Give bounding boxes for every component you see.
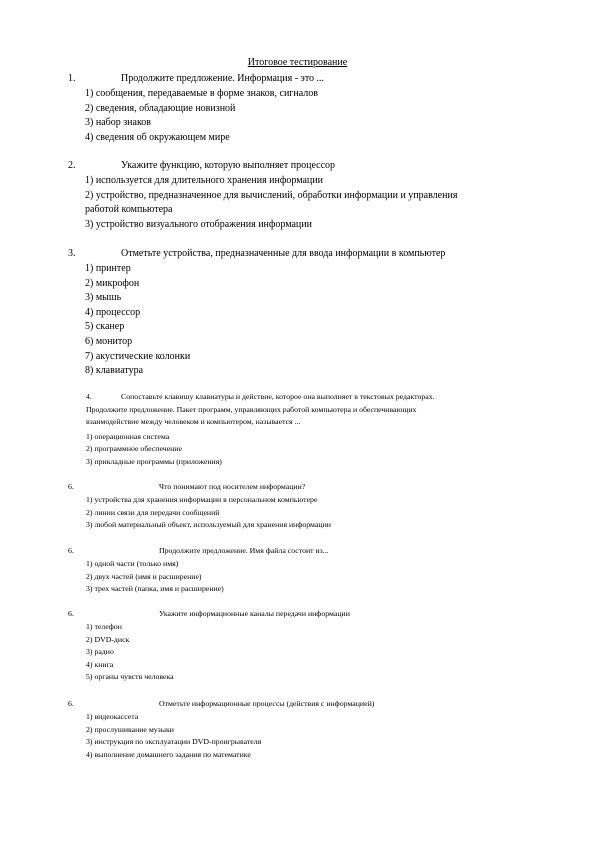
question-stem: Продолжите предложение. Информация - это ... <box>121 73 325 84</box>
question-stem: Укажите информационные каналы передачи информации <box>159 609 350 618</box>
answer-option: 2) устройство, предназначенное для вычислений, обработки информации и управления <box>85 189 458 201</box>
question-stem: Сопоставьте клавишу клавиатуры и действие, которое она выполняет в текстовых редакторах. <box>121 392 435 401</box>
answer-option: 3) инструкция по эксплуатации DVD-проигрывателя <box>86 737 262 747</box>
question-number: 4. <box>86 392 92 401</box>
answer-option: 1) операционная система <box>86 431 170 441</box>
question-1 <box>68 72 325 145</box>
answer-option: 2) микрофон <box>85 277 140 289</box>
question-stem: Отметьте информационные процессы (действия с информацией) <box>159 699 375 708</box>
answer-option: 1) телефон <box>86 622 122 631</box>
question-number: 3. <box>68 248 76 259</box>
answer-option: 7) акустические колонки <box>85 350 191 362</box>
answer-option: 2) программное обеспечение <box>86 444 182 454</box>
question-number: 6. <box>68 482 74 491</box>
answer-option: работой компьютера <box>85 204 173 216</box>
question-stem: Отметьте устройства, предназначенные для ввода информации в компьютер <box>121 248 446 259</box>
question-3 <box>68 247 446 379</box>
question-continuation <box>86 404 538 429</box>
answer-option: 1) видеокассета <box>86 712 139 721</box>
answer-option: 3) трех частей (папка, имя и расширение) <box>86 584 224 594</box>
answer-option: 1) одной части (только имя) <box>86 559 179 568</box>
answer-list <box>86 558 224 596</box>
answer-list <box>85 87 318 145</box>
answer-option: 3) мышь <box>85 292 122 304</box>
question-4 <box>68 391 538 469</box>
continuation-line: Продолжите предложение. Пакет программ, управляющих работой компьютера и обеспечивающих <box>86 404 417 414</box>
answer-option: 2) линии связи для передачи сообщений <box>86 507 220 517</box>
question-number: 6. <box>68 546 74 555</box>
answer-option: 2) двух частей (имя и расширение) <box>86 571 202 581</box>
answer-option: 8) клавиатура <box>85 365 144 377</box>
answer-option: 3) набор знаков <box>85 117 152 129</box>
question-7 <box>68 608 350 684</box>
continuation-line: взаимодействие между человеком и компьютером, называется ... <box>86 417 301 427</box>
question-number: 6. <box>68 699 74 708</box>
answer-option: 1) принтер <box>85 263 131 274</box>
answer-list <box>85 262 190 379</box>
question-number: 1. <box>68 73 76 84</box>
question-stem: Продолжите предложение. Имя файла состоит из... <box>159 546 329 555</box>
answer-list <box>86 431 538 469</box>
question-stem: Что понимают под носителем информации? <box>159 482 306 491</box>
answer-option: 2) DVD-диск <box>86 634 130 644</box>
question-stem: Укажите функцию, которую выполняет процессор <box>121 160 336 171</box>
question-8 <box>68 698 375 761</box>
answer-option: 3) устройство визуального отображения информации <box>85 218 312 230</box>
answer-option: 1) сообщения, передаваемые в форме знаков, сигналов <box>85 88 318 99</box>
answer-option: 3) прикладные программы (приложения) <box>86 456 222 466</box>
answer-option: 4) процессор <box>85 306 141 318</box>
answer-option: 3) радио <box>86 647 114 657</box>
answer-option: 4) книга <box>86 659 114 669</box>
answer-list <box>86 494 331 532</box>
page-title: Итоговое тестирование <box>247 57 348 68</box>
answer-option: 2) прослушивание музыки <box>86 724 174 734</box>
answer-option: 3) любой материальный объект, используемый для хранения информации <box>86 520 331 530</box>
answer-list <box>86 621 174 684</box>
answer-list <box>86 711 261 761</box>
question-number: 2. <box>68 160 76 171</box>
answer-option: 2) сведения, обладающие новизной <box>85 102 236 114</box>
answer-option: 4) сведения об окружающем мире <box>85 131 230 143</box>
answer-option: 1) используется для длительного хранения информации <box>85 175 323 186</box>
answer-option: 1) устройства для хранения информации в персональном компьютере <box>86 495 318 504</box>
question-5 <box>68 481 331 532</box>
answer-list <box>85 174 457 232</box>
answer-option: 6) монитор <box>85 335 133 347</box>
answer-option: 5) сканер <box>85 321 125 333</box>
answer-option: 4) выполнение домашнего задания по математике <box>86 749 251 759</box>
answer-option: 5) органы чувств человека <box>86 672 174 682</box>
question-2 <box>68 159 457 232</box>
question-number: 6. <box>68 609 74 618</box>
question-6 <box>68 545 329 596</box>
